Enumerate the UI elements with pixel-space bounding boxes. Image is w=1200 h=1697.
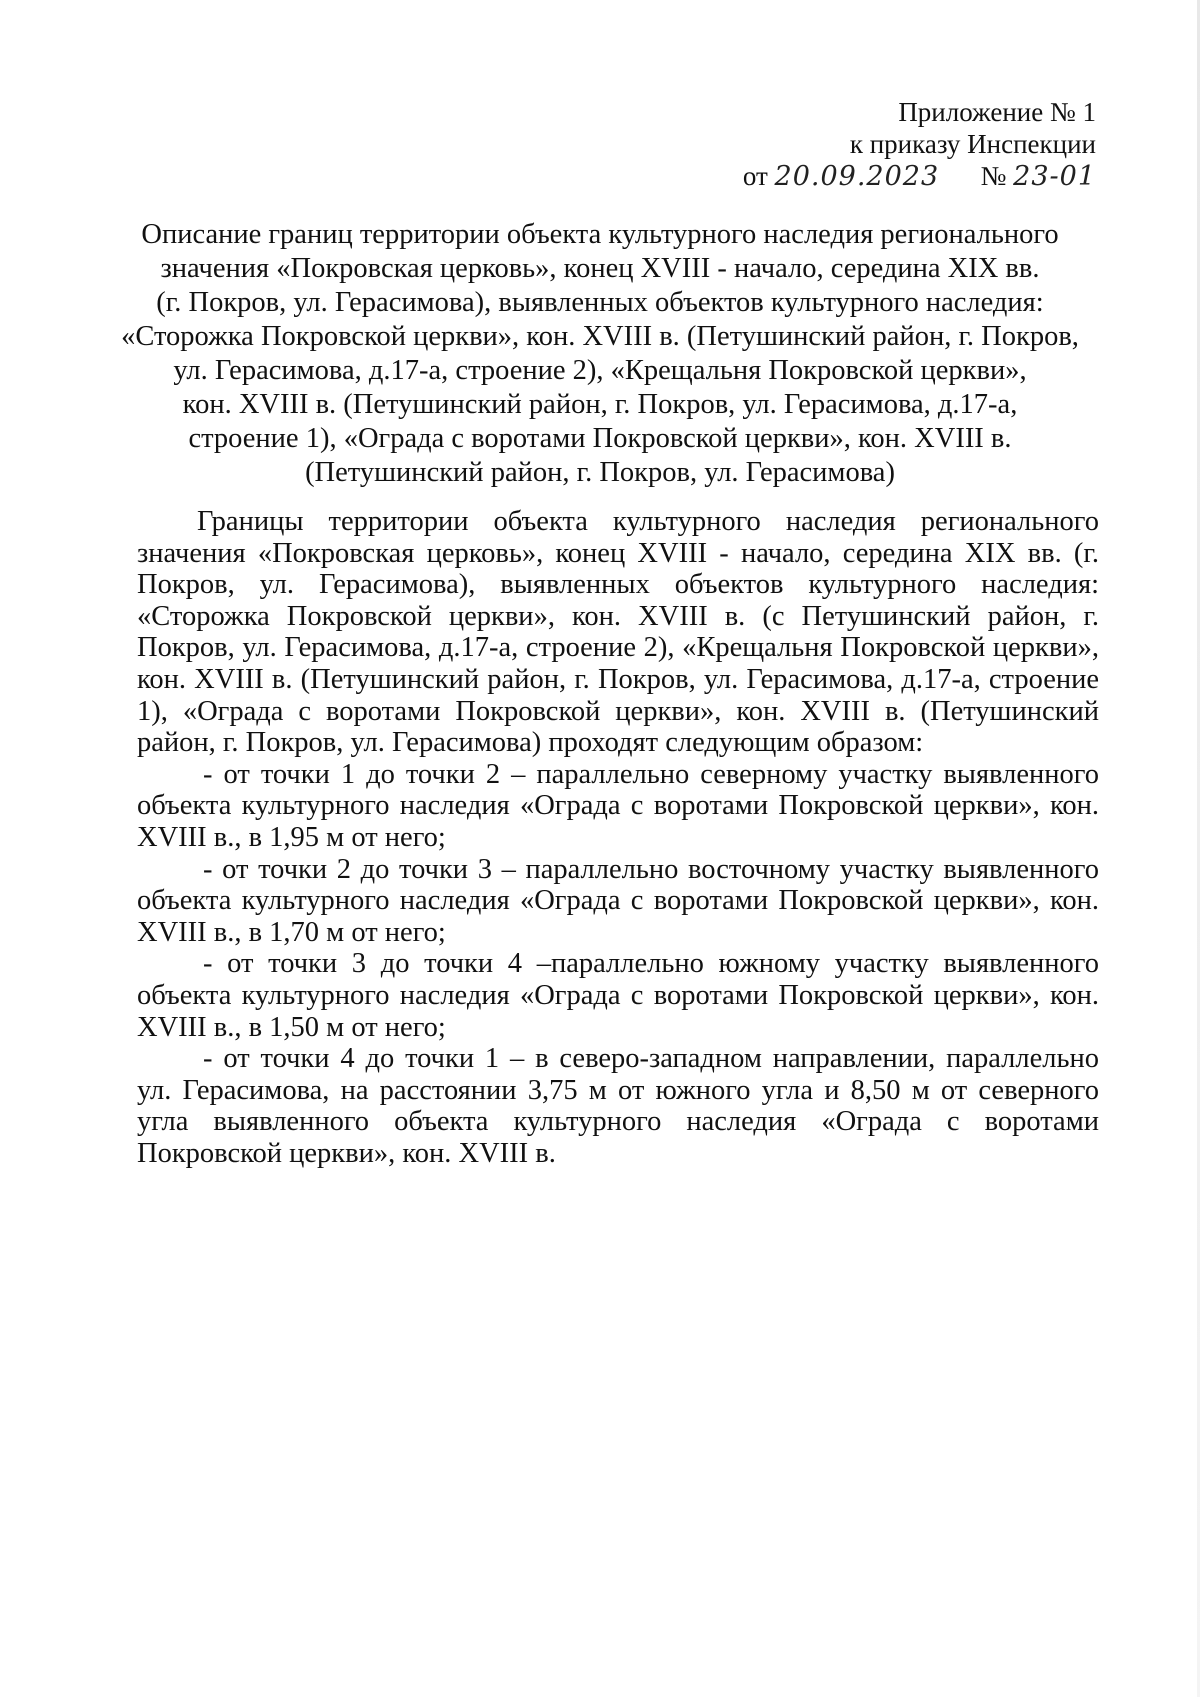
handwritten-date: 20.09.2023 [774, 161, 940, 192]
title-line: значения «Покровская церковь», конец XVIII - начало, середина XIX вв. [160, 253, 1040, 284]
boundary-segment-item: - от точки 3 до точки 4 –параллельно южному участку выявленного объекта культурного наследия «Ограда с воротами Покровской церкви», кон. XVIII в., в 1,50 м от него; [137, 948, 1099, 1043]
title-line: (г. Покров, ул. Герасимова), выявленных объектов культурного наследия: [156, 287, 1044, 318]
document-body [137, 506, 1099, 1169]
boundary-segment-item: - от точки 4 до точки 1 – в северо-западном направлении, параллельно ул. Герасимова, на расстоянии 3,75 м от южного угла и 8,50 м от северного угла выявленного объекта культурного наследия «Ограда с воротами Покровской церкви», кон. XVIII в. [137, 1043, 1099, 1169]
number-prefix: № [980, 161, 1007, 191]
boundary-segment-item: - от точки 2 до точки 3 – параллельно восточному участку выявленного объекта культурного наследия «Ограда с воротами Покровской церкви», кон. XVIII в., в 1,70 м от него; [137, 853, 1099, 948]
title-line: ул. Герасимова, д.17-а, строение 2), «Крещальня Покровской церкви», [173, 355, 1027, 386]
intro-paragraph: Границы территории объекта культурного наследия регионального значения «Покровская церковь», конец XVIII - начало, середина XIX вв. (г. Покров, ул. Герасимова), выявленных объектов культурного наследия: «Сторожка Покровской церкви», кон. XVIII в. (с Петушинский район, г. Покров, ул. Герасимова, д.17-а, строение 2), «Крещальня Покровской церкви», кон. XVIII в. (Петушинский район, г. Покров, ул. Герасимова, д.17-а, строение 1), «Ограда с воротами Покровской церкви», кон. XVIII в. (Петушинский район, г. Покров, ул. Герасимова) проходят следующим образом: [137, 506, 1099, 759]
title-line: строение 1), «Ограда с воротами Покровской церкви», кон. XVIII в. [188, 423, 1012, 454]
title-line: (Петушинский район, г. Покров, ул. Герасимова) [305, 457, 895, 488]
order-reference: к приказу Инспекции [849, 129, 1096, 159]
document-title [100, 218, 1100, 490]
appendix-header [743, 96, 1096, 193]
handwritten-order-number: 23-01 [1013, 161, 1096, 192]
date-prefix: от [742, 161, 768, 191]
boundary-segment-item: - от точки 1 до точки 2 – параллельно северному участку выявленного объекта культурного наследия «Ограда с воротами Покровской церкви», кон. XVIII в., в 1,95 м от него; [137, 758, 1099, 853]
title-line: кон. XVIII в. (Петушинский район, г. Покров, ул. Герасимова, д.17-а, [182, 389, 1018, 420]
appendix-number: Приложение № 1 [898, 97, 1096, 127]
order-date-number-line [743, 160, 1096, 193]
title-line: «Сторожка Покровской церкви», кон. XVIII в. (Петушинский район, г. Покров, [121, 321, 1079, 352]
title-line: Описание границ территории объекта культурного наследия регионального [141, 219, 1059, 250]
